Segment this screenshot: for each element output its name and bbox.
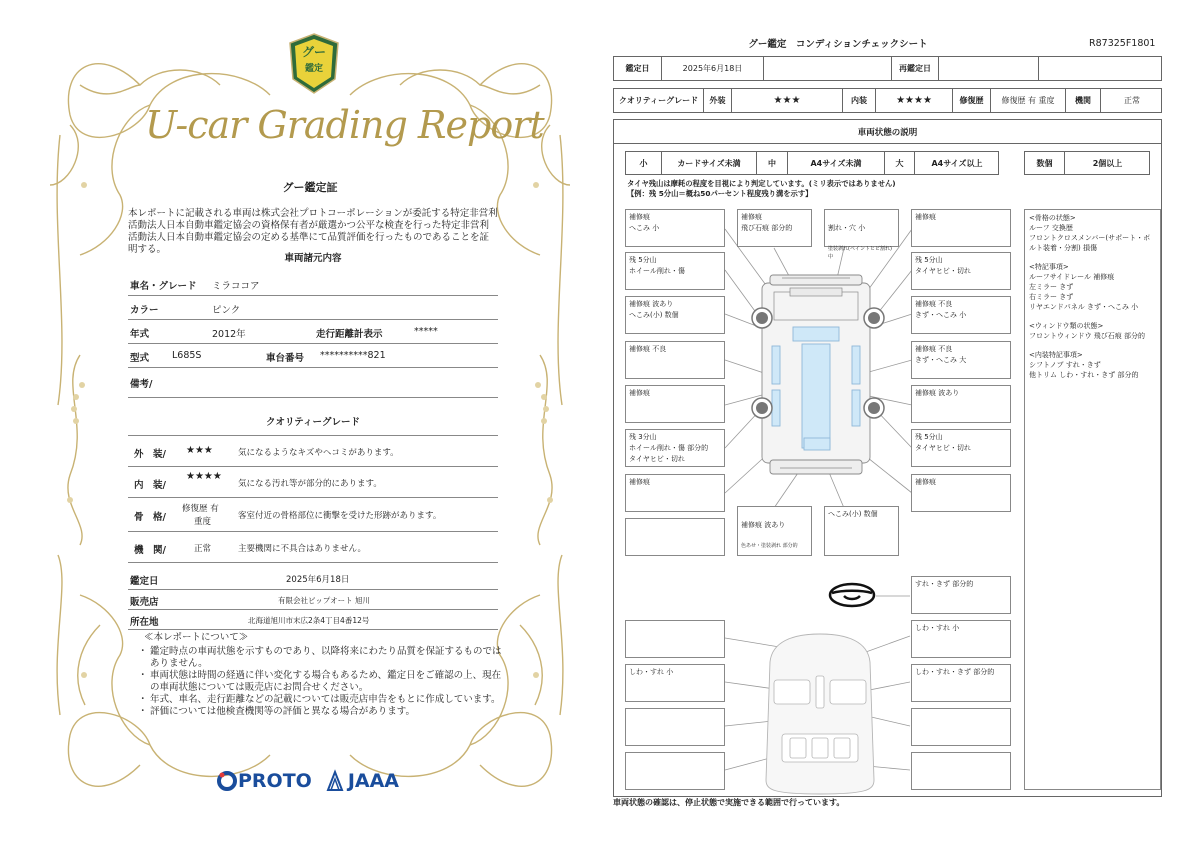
damage-box-front-left: 補修痕 へこみ 小: [625, 209, 725, 247]
year-value: 2012年: [212, 329, 246, 340]
detail-line: 右ミラー きず: [1029, 293, 1074, 301]
size-small-desc: カードサイズ未満: [662, 152, 757, 174]
damage-box-right-fender: 補修痕 不良 きず・へこみ 小: [911, 296, 1011, 334]
mileage-label: 走行距離計表示: [316, 329, 383, 340]
info-row-date: [128, 568, 498, 590]
frame-desc: 客室付近の骨格部位に衝撃を受けた形跡があります。: [238, 511, 442, 521]
tire-box-rear-right: 残 5分山 タイヤヒビ・切れ: [911, 429, 1011, 467]
damage-subtext: 色あせ・塗装剥れ 部分的: [741, 543, 798, 549]
damage-text: 割れ・穴 小: [828, 224, 866, 232]
tire-box-front-right: 残 5分山 タイヤヒビ・切れ: [911, 252, 1011, 290]
detail-line: ルーフ 交換歴: [1029, 224, 1073, 232]
detail-group-interior: [1029, 350, 1156, 380]
section-title: 車両状態の説明: [857, 128, 918, 138]
detail-head: <内装特記事項>: [1029, 351, 1083, 359]
spec-row-color: [128, 296, 498, 320]
tire-legend-line-2: 【例：残 5分山＝概ね50パーセント程度残り溝を示す】: [627, 189, 813, 198]
repair-label: 修復歴: [953, 89, 991, 112]
mileage-value: *****: [414, 326, 438, 337]
model-label: 型式: [130, 353, 150, 364]
damage-box-left-rear-door: 補修痕: [625, 385, 725, 423]
engine-label: 機 関/: [134, 545, 166, 556]
damage-box-roof: [737, 506, 812, 556]
logo-row: [216, 770, 399, 792]
quality-row-frame: [128, 498, 498, 532]
quality-row-interior: [128, 467, 498, 498]
certificate-intro: 本レポートに記載される車両は株式会社プロトコーポレーションが委託する特定非営利活動法人日本自動車鑑定協会の資格保有者が厳選かつ公平な検査を行った特定非営利活動法人日本自動車鑑定協会の定める基準にて品質評価を行ったものであることを証明する。: [128, 208, 498, 255]
size-mid: 中: [757, 152, 788, 174]
damage-box-left-quarter: 補修痕: [625, 474, 725, 512]
ext-label: 外装: [704, 89, 732, 112]
detail-line: リヤエンドパネル きず・へこみ 小: [1029, 303, 1139, 311]
detail-line: 他トリム しわ・すれ・きず 部分的: [1029, 371, 1139, 379]
frame-value-2: 重度: [194, 517, 212, 527]
damage-box-right-front-door: 補修痕 不良 きず・へこみ 大: [911, 341, 1011, 379]
grading-certificate: [40, 25, 580, 830]
frame-value-1: 修復歴 有: [182, 504, 219, 514]
jaaa-logo-text: JAAA: [347, 770, 400, 792]
damage-box-right-quarter: 補修痕: [911, 474, 1011, 512]
grade-label: クオリティーグレード: [614, 89, 704, 112]
int-label: 内装: [843, 89, 876, 112]
interior-box-rear-seat: [625, 752, 725, 790]
spec-section-title: 車両諸元内容: [284, 253, 342, 264]
jaaa-logo: [326, 770, 399, 792]
note-item: ・ 評価については他検査機関等の評価と異なる場合があります。: [138, 706, 416, 717]
detail-line: ルーフサイドレール 補修痕: [1029, 273, 1115, 281]
ext-value: ★★★: [732, 89, 843, 112]
spec-row-year: [128, 320, 498, 344]
interior-box-dash-left: [625, 620, 725, 658]
interior-box-luggage: [911, 752, 1011, 790]
interior-box-front-right-seat: しわ・すれ・きず 部分的: [911, 664, 1011, 702]
name-label: 車名・グレード: [130, 281, 197, 292]
damage-box-rear-bumper: へこみ(小) 数個: [824, 506, 899, 556]
proto-mark-icon: [216, 770, 238, 792]
dealer-value: 有限会社ビップオート 旭川: [278, 596, 371, 605]
damage-box-left-fender: 補修痕 波あり へこみ(小) 数個: [625, 296, 725, 334]
interior-box-steering: すれ・きず 部分的: [911, 576, 1011, 614]
quality-section-title: クオリティーグレード: [265, 417, 361, 428]
size-large: 大: [885, 152, 915, 174]
note-item: ・ 年式、車名、走行距離などの記載については販売店申告をもとに作成しています。: [138, 694, 501, 705]
jaaa-mark-icon: [326, 770, 344, 792]
badge-text-bottom: 鑑定: [304, 64, 323, 74]
damage-box-front-bumper: [824, 209, 899, 260]
date-label: 鑑定日: [130, 576, 159, 587]
interior-box-rear-left: [625, 708, 725, 746]
engine-desc: 主要機関に不具合はありません。: [238, 544, 367, 554]
detail-head: <ウィンドウ類の状態>: [1029, 322, 1104, 330]
report-script-title: U-car Grading Report: [145, 103, 544, 147]
spec-row-name: [128, 272, 498, 296]
report-notes: [138, 632, 508, 718]
color-label: カラー: [130, 305, 159, 316]
detail-line: フロントクロスメンバー(サポート・ボルト装着・分割) 損傷: [1029, 234, 1151, 252]
spec-row-remarks: [128, 368, 498, 398]
appraisal-date-label: 鑑定日: [614, 57, 662, 80]
frame-label: 骨 格/: [134, 512, 166, 523]
interior-box-rear-right: [911, 708, 1011, 746]
proto-logo-text: PROTO: [238, 770, 312, 792]
detail-line: 左ミラー きず: [1029, 283, 1074, 291]
appraisal-date-value: 2025年6月18日: [662, 57, 764, 80]
damage-box-front-right: 補修痕: [911, 209, 1011, 247]
remarks-label: 備考/: [130, 379, 153, 390]
detail-line: シフトノブ すれ・きず: [1029, 361, 1101, 369]
name-value: ミラココア: [212, 281, 260, 292]
chassis-value: **********821: [320, 350, 386, 361]
damage-box-right-rear-door: 補修痕 波あり: [911, 385, 1011, 423]
detail-group-frame: [1029, 213, 1156, 253]
size-small: 小: [626, 152, 662, 174]
certificate-title: グー鑑定証: [282, 181, 338, 194]
spec-row-model: [128, 344, 498, 368]
steering-wheel-icon: [830, 584, 874, 606]
note-item: ・ 車両状態は時間の経過に伴い変化する場合もあるため、鑑定日をご確認の上、現在の車両状態については販売店にお問合せください。: [138, 670, 502, 693]
detail-head: <骨格の状態>: [1029, 214, 1076, 222]
repair-value: 修復歴 有 重度: [991, 89, 1066, 112]
int-value: ★★★★: [876, 89, 953, 112]
info-row-address: [128, 610, 498, 630]
condition-check-sheet: [612, 30, 1164, 815]
model-value: L685S: [172, 350, 202, 361]
interior-box-front-left-seat: しわ・すれ 小: [625, 664, 725, 702]
address-label: 所在地: [130, 617, 159, 628]
count-desc: 2個以上: [1092, 158, 1123, 168]
damage-box-rear-blank: [625, 518, 725, 556]
interior-desc: 気になる汚れ等が部分的にあります。: [238, 479, 382, 489]
exterior-label: 外 装/: [134, 449, 166, 460]
address-value: 北海道旭川市末広2条4丁目4番12号: [248, 616, 370, 625]
date-value: 2025年6月18日: [286, 575, 350, 585]
tire-box-front-left: 残 5分山 ホイール削れ・傷: [625, 252, 725, 290]
interior-box-dash-right: しわ・すれ 小: [911, 620, 1011, 658]
sheet-id: R87325F1801: [1089, 38, 1156, 49]
exterior-stars: ★★★: [186, 445, 213, 456]
interior-stars: ★★★★: [186, 471, 222, 482]
count-label: 数個: [1025, 152, 1065, 174]
proto-logo: [216, 770, 312, 792]
engine-value: 正常: [1124, 96, 1140, 105]
info-row-dealer: [128, 590, 498, 610]
damage-text: 補修痕 波あり: [741, 521, 786, 529]
damage-box-left-front-door: 補修痕 不良: [625, 341, 725, 379]
detail-group-special: [1029, 262, 1156, 312]
quality-row-exterior: [128, 436, 498, 467]
detail-notes: [1024, 209, 1161, 790]
year-label: 年式: [130, 329, 150, 340]
engine-value: 正常: [194, 544, 212, 554]
sheet-title: グー鑑定 コンディションチェックシート: [748, 39, 928, 50]
reappraisal-date-label: 再鑑定日: [892, 57, 939, 80]
size-large-desc: A4サイズ以上: [931, 158, 983, 168]
tire-box-rear-left: 残 3分山 ホイール削れ・傷 部分的 タイヤヒビ・切れ: [625, 429, 725, 467]
exterior-desc: 気になるようなキズやヘコミがあります。: [238, 448, 399, 458]
quality-row-engine: [128, 532, 498, 563]
note-item: ・ 鑑定時点の車両状態を示すものであり、以降将来にわたり品質を保証するものではありません。: [138, 646, 502, 669]
detail-head: <特記事項>: [1029, 263, 1069, 271]
size-mid-desc: A4サイズ未満: [788, 152, 885, 174]
chassis-label: 車台番号: [266, 353, 305, 364]
damage-subtext: 塗装剥れ(ペイントヒビ割れ) 中: [828, 246, 892, 260]
detail-line: フロントウィンドウ 飛び石痕 部分的: [1029, 332, 1146, 340]
engine-label: 機関: [1066, 89, 1101, 112]
color-value: ピンク: [212, 305, 241, 316]
dealer-label: 販売店: [130, 597, 159, 608]
damage-box-hood: 補修痕 飛び石痕 部分的: [737, 209, 812, 247]
tire-legend-line-1: タイヤ残山は摩耗の程度を目視により判定しています。(ミリ表示ではありません): [627, 179, 896, 188]
detail-group-windows: [1029, 321, 1156, 341]
interior-label: 内 装/: [134, 480, 166, 491]
notes-title: ≪本レポートについて≫: [144, 632, 249, 643]
badge-text-top: グー: [301, 45, 326, 59]
sheet-footnote: 車両状態の確認は、停止状態で実施できる範囲で行っています。: [613, 798, 845, 807]
